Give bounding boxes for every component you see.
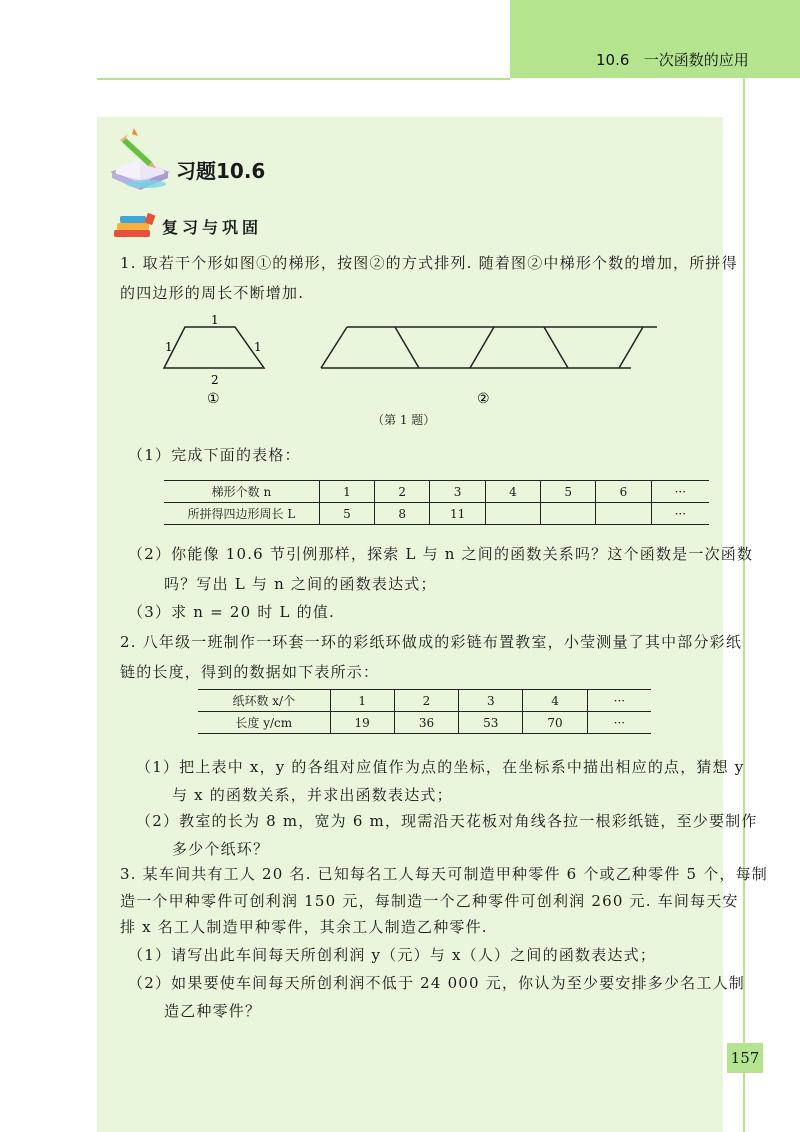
table-cell: 8 — [375, 503, 430, 525]
problem-3-q2-line-1: （2）如果要使车间每天所创利润不低于 24 000 元，你认为至少要安排多少名工人制 — [128, 974, 745, 992]
problem-3-line-2: 造一个甲种零件可创利润 150 元，每制造一个乙种零件可创利润 260 元. 车间每天安 — [120, 892, 739, 910]
problem-1-q1: （1）完成下面的表格： — [128, 446, 301, 464]
table-cell: 70 — [523, 712, 587, 734]
problem-1-q2-line-2: 吗？写出 L 与 n 之间的函数表达式； — [164, 575, 437, 593]
table-cell: 4 — [485, 481, 540, 503]
table-cell: ··· — [587, 690, 651, 712]
table-cell: 3 — [430, 481, 485, 503]
problem-1-line-2: 的四边形的周长不断增加. — [120, 284, 305, 302]
table-cell: ··· — [651, 503, 709, 525]
fig1-top-label: 1 — [211, 313, 219, 327]
problem-1-q3: （3）求 n = 20 时 L 的值. — [128, 603, 335, 621]
exercise-title: 习题10.6 — [176, 159, 266, 183]
table-cell: ··· — [651, 481, 709, 503]
table-cell: 11 — [430, 503, 485, 525]
page-number: 157 — [727, 1043, 763, 1073]
table-cell: 1 — [319, 481, 374, 503]
problem-3-q1: （1）请写出此车间每天所创利润 y（元）与 x（人）之间的函数表达式； — [128, 946, 657, 964]
problem-2-q1-line-1: （1）把上表中 x，y 的各组对应值作为点的坐标，在坐标系中描出相应的点，猜想 y — [136, 758, 745, 776]
table-cell: ··· — [587, 712, 651, 734]
fig1-label: ① — [207, 391, 220, 406]
table-cell: 2 — [394, 690, 458, 712]
header-section-title: 一次函数的应用 — [643, 51, 749, 69]
problem-2-line-1: 2. 八年级一班制作一环套一环的彩纸环做成的彩链布置教室，小莹测量了其中部分彩纸 — [120, 633, 743, 651]
table-cell: 3 — [459, 690, 523, 712]
table-cell: 36 — [394, 712, 458, 734]
table-row — [164, 503, 709, 525]
table-cell: 5 — [319, 503, 374, 525]
problem-3-line-3: 排 x 名工人制造甲种零件，其余工人制造乙种零件. — [120, 918, 488, 936]
table-header-cell: 所拼得四边形周长 L — [164, 503, 319, 525]
table-cell — [485, 503, 540, 525]
fig1-right-label: 1 — [254, 340, 262, 354]
section-title: 复习与巩固 — [162, 218, 263, 237]
table-header-cell: 梯形个数 n — [164, 481, 319, 503]
table-cell: 1 — [330, 690, 394, 712]
problem-1-q2-line-1: （2）你能像 10.6 节引例那样，探索 L 与 n 之间的函数关系吗？这个函数是一次函数 — [128, 545, 754, 563]
table-row — [164, 481, 709, 503]
problem-2-q2-line-1: （2）教室的长为 8 m，宽为 6 m，现需沿天花板对角线各拉一根彩纸链，至少要制作 — [136, 812, 758, 830]
table-cell: 53 — [459, 712, 523, 734]
table-cell: 19 — [330, 712, 394, 734]
problem-2-q2-line-2: 多少个纸环？ — [172, 840, 270, 858]
problem-3-line-1: 3. 某车间共有工人 20 名. 已知每名工人每天可制造甲种零件 6 个或乙种零件 5 个，每制 — [120, 865, 769, 883]
table-cell: 6 — [596, 481, 651, 503]
fig1-left-label: 1 — [165, 340, 173, 354]
figure-2-trapezoid-row — [315, 320, 665, 406]
table-header-cell: 纸环数 x/个 — [198, 690, 330, 712]
fig2-label: ② — [477, 391, 490, 406]
problem-2-line-2: 链的长度，得到的数据如下表所示： — [120, 663, 380, 681]
table-cell: 5 — [541, 481, 596, 503]
header-title — [596, 49, 749, 70]
table-header-cell: 长度 y/cm — [198, 712, 330, 734]
header-rule — [97, 78, 510, 80]
table-cell: 2 — [375, 481, 430, 503]
table-cell: 4 — [523, 690, 587, 712]
table-cell — [596, 503, 651, 525]
problem-1-line-1: 1. 取若干个形如图①的梯形，按图②的方式排列. 随着图②中梯形个数的增加，所拼得 — [120, 254, 738, 272]
header-section-number: 10.6 — [596, 51, 630, 69]
exercise-book-icon — [106, 128, 172, 196]
table-row — [198, 690, 651, 712]
figure-1-trapezoid — [150, 310, 280, 406]
problem-3-q2-line-2: 造乙种零件？ — [164, 1002, 262, 1020]
figure-caption: （第 1 题） — [372, 413, 436, 427]
table-row — [198, 712, 651, 734]
problem-2-table — [198, 689, 651, 734]
problem-1-table — [164, 480, 709, 525]
problem-2-q1-line-2: 与 x 的函数关系，并求出函数表达式； — [172, 786, 453, 804]
table-cell — [541, 503, 596, 525]
books-icon — [112, 212, 156, 240]
fig1-bottom-label: 2 — [211, 373, 219, 387]
